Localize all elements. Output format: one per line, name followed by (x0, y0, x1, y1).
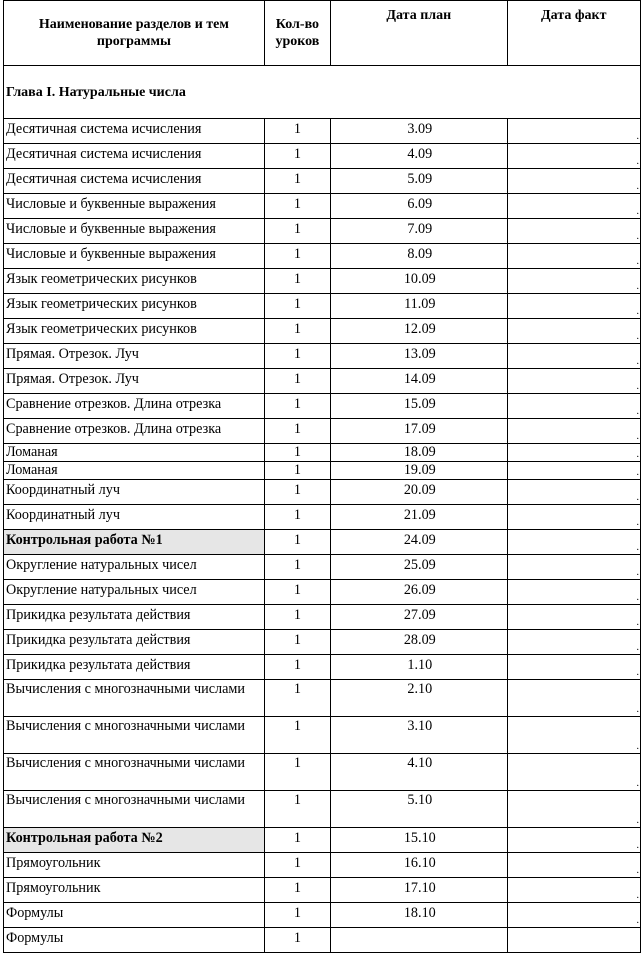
row-count: 1 (264, 480, 330, 505)
row-count: 1 (264, 169, 330, 194)
row-plan-date: 2.10 (331, 680, 508, 717)
chapter-title-text: Глава I. Натуральные числа (6, 84, 186, 100)
row-marker: . (636, 642, 639, 653)
row-name: Прямая. Отрезок. Луч (4, 344, 265, 369)
table-row (4, 419, 641, 444)
table-row (4, 580, 641, 605)
row-fact-date (507, 419, 640, 444)
row-name: Формулы (4, 928, 265, 953)
row-name: Вычисления с многозначными числами (4, 680, 265, 717)
table-row (4, 605, 641, 630)
row-plan-date: 7.09 (331, 219, 508, 244)
table-row (4, 219, 641, 244)
table-row (4, 555, 641, 580)
row-count: 1 (264, 462, 330, 480)
row-marker: . (636, 406, 639, 417)
row-marker: . (636, 667, 639, 678)
table-row (4, 169, 641, 194)
row-count: 1 (264, 630, 330, 655)
row-name: Десятичная система исчисления (4, 169, 265, 194)
row-name: Контрольная работа №2 (4, 828, 265, 853)
table-row (4, 462, 641, 480)
row-plan-date: 21.09 (331, 505, 508, 530)
row-plan-date: 15.10 (331, 828, 508, 853)
row-count: 1 (264, 828, 330, 853)
row-fact-date (507, 605, 640, 630)
row-plan-date: 18.10 (331, 903, 508, 928)
row-plan-date: 27.09 (331, 605, 508, 630)
row-plan-date: 3.10 (331, 717, 508, 754)
row-fact-date (507, 294, 640, 319)
row-marker: . (636, 704, 639, 715)
table-row (4, 878, 641, 903)
row-fact-date (507, 462, 640, 480)
row-marker: . (636, 449, 639, 460)
row-name: Десятичная система исчисления (4, 144, 265, 169)
row-name: Формулы (4, 903, 265, 928)
row-fact-date (507, 630, 640, 655)
row-fact-date (507, 555, 640, 580)
row-name: Вычисления с многозначными числами (4, 717, 265, 754)
row-fact-date (507, 853, 640, 878)
row-plan-date: 5.09 (331, 169, 508, 194)
row-marker: . (636, 206, 639, 217)
row-plan-date: 5.10 (331, 791, 508, 828)
row-plan-date: 10.09 (331, 269, 508, 294)
row-plan-date: 18.09 (331, 444, 508, 462)
header-fact: Дата факт (507, 1, 640, 66)
row-count: 1 (264, 244, 330, 269)
row-fact-date (507, 655, 640, 680)
row-marker: . (636, 592, 639, 603)
row-plan-date: 13.09 (331, 344, 508, 369)
row-plan-date: 11.09 (331, 294, 508, 319)
row-plan-date: 1.10 (331, 655, 508, 680)
row-fact-date (507, 530, 640, 555)
row-count: 1 (264, 319, 330, 344)
row-fact-date (507, 319, 640, 344)
row-name: Прикидка результата действия (4, 605, 265, 630)
row-count: 1 (264, 903, 330, 928)
row-plan-date: 14.09 (331, 369, 508, 394)
table-row (4, 369, 641, 394)
header-plan: Дата план (331, 1, 508, 66)
row-count: 1 (264, 344, 330, 369)
header-name: Наименование разделов и тем программы (4, 1, 265, 66)
table-row (4, 903, 641, 928)
row-count: 1 (264, 680, 330, 717)
row-count: 1 (264, 394, 330, 419)
row-name: Десятичная система исчисления (4, 119, 265, 144)
table-row (4, 630, 641, 655)
row-name: Координатный луч (4, 480, 265, 505)
table-row (4, 530, 641, 555)
header-count: Кол-во уроков (264, 1, 330, 66)
row-fact-date (507, 194, 640, 219)
table-row (4, 394, 641, 419)
row-count: 1 (264, 853, 330, 878)
row-fact-date (507, 369, 640, 394)
row-marker: . (636, 281, 639, 292)
table-row (4, 194, 641, 219)
row-name: Контрольная работа №1 (4, 530, 265, 555)
row-name: Прямоугольник (4, 878, 265, 903)
row-count: 1 (264, 717, 330, 754)
row-fact-date (507, 878, 640, 903)
row-count: 1 (264, 655, 330, 680)
row-marker: . (636, 331, 639, 342)
row-name: Числовые и буквенные выражения (4, 244, 265, 269)
row-fact-date (507, 344, 640, 369)
row-marker: . (636, 356, 639, 367)
row-name: Координатный луч (4, 505, 265, 530)
row-fact-date (507, 219, 640, 244)
row-marker: . (636, 741, 639, 752)
row-fact-date (507, 244, 640, 269)
table-row (4, 119, 641, 144)
row-plan-date: 17.09 (331, 419, 508, 444)
row-fact-date (507, 119, 640, 144)
chapter-row (4, 66, 641, 119)
row-marker: . (636, 915, 639, 926)
table-row (4, 853, 641, 878)
row-name: Язык геометрических рисунков (4, 269, 265, 294)
row-fact-date (507, 717, 640, 754)
table-row (4, 344, 641, 369)
row-count: 1 (264, 219, 330, 244)
table-row (4, 319, 641, 344)
row-fact-date (507, 680, 640, 717)
row-fact-date (507, 444, 640, 462)
row-name: Вычисления с многозначными числами (4, 754, 265, 791)
row-name: Сравнение отрезков. Длина отрезка (4, 394, 265, 419)
row-marker: . (636, 517, 639, 528)
row-plan-date (331, 928, 508, 953)
program-table (3, 0, 641, 953)
row-plan-date: 16.10 (331, 853, 508, 878)
row-plan-date: 17.10 (331, 878, 508, 903)
row-count: 1 (264, 530, 330, 555)
row-plan-date: 24.09 (331, 530, 508, 555)
row-name: Прикидка результата действия (4, 630, 265, 655)
row-marker: . (636, 156, 639, 167)
row-marker: . (636, 256, 639, 267)
row-marker: . (636, 306, 639, 317)
row-name: Прямая. Отрезок. Луч (4, 369, 265, 394)
row-marker: . (636, 890, 639, 901)
row-marker: . (636, 840, 639, 851)
row-count: 1 (264, 555, 330, 580)
row-fact-date (507, 144, 640, 169)
row-plan-date: 15.09 (331, 394, 508, 419)
row-marker: . (636, 431, 639, 442)
table-row (4, 791, 641, 828)
table-row (4, 505, 641, 530)
row-count: 1 (264, 878, 330, 903)
row-marker: . (636, 467, 639, 478)
table-row (4, 754, 641, 791)
row-plan-date: 28.09 (331, 630, 508, 655)
row-count: 1 (264, 754, 330, 791)
row-fact-date (507, 269, 640, 294)
chapter-title (4, 66, 641, 119)
row-marker: . (636, 492, 639, 503)
row-fact-date (507, 394, 640, 419)
row-marker: . (636, 778, 639, 789)
row-plan-date: 4.09 (331, 144, 508, 169)
row-marker: . (636, 617, 639, 628)
row-name: Ломаная (4, 444, 265, 462)
row-count: 1 (264, 444, 330, 462)
row-count: 1 (264, 419, 330, 444)
row-marker: . (636, 131, 639, 142)
table-row (4, 680, 641, 717)
row-name: Сравнение отрезков. Длина отрезка (4, 419, 265, 444)
row-count: 1 (264, 791, 330, 828)
row-count: 1 (264, 369, 330, 394)
row-plan-date: 6.09 (331, 194, 508, 219)
row-name: Язык геометрических рисунков (4, 319, 265, 344)
row-plan-date: 4.10 (331, 754, 508, 791)
row-fact-date (507, 580, 640, 605)
row-fact-date (507, 928, 640, 953)
row-name: Числовые и буквенные выражения (4, 194, 265, 219)
row-marker: . (636, 865, 639, 876)
table-header-row (4, 1, 641, 66)
table-row (4, 444, 641, 462)
row-marker: . (636, 567, 639, 578)
table-row (4, 294, 641, 319)
row-fact-date (507, 480, 640, 505)
row-plan-date: 19.09 (331, 462, 508, 480)
table-row (4, 828, 641, 853)
row-fact-date (507, 505, 640, 530)
row-count: 1 (264, 294, 330, 319)
row-count: 1 (264, 119, 330, 144)
row-plan-date: 3.09 (331, 119, 508, 144)
table-row (4, 717, 641, 754)
row-count: 1 (264, 194, 330, 219)
row-count: 1 (264, 269, 330, 294)
row-plan-date: 26.09 (331, 580, 508, 605)
row-name: Вычисления с многозначными числами (4, 791, 265, 828)
row-marker: . (636, 231, 639, 242)
row-count: 1 (264, 144, 330, 169)
row-name: Округление натуральных чисел (4, 555, 265, 580)
row-name: Округление натуральных чисел (4, 580, 265, 605)
row-marker: . (636, 815, 639, 826)
row-name: Прямоугольник (4, 853, 265, 878)
row-plan-date: 8.09 (331, 244, 508, 269)
row-name: Прикидка результата действия (4, 655, 265, 680)
row-name: Числовые и буквенные выражения (4, 219, 265, 244)
row-fact-date (507, 169, 640, 194)
row-marker: . (636, 542, 639, 553)
table-row (4, 928, 641, 953)
table-row (4, 244, 641, 269)
row-plan-date: 20.09 (331, 480, 508, 505)
row-name: Язык геометрических рисунков (4, 294, 265, 319)
table-row (4, 655, 641, 680)
table-row (4, 144, 641, 169)
row-count: 1 (264, 605, 330, 630)
row-count: 1 (264, 505, 330, 530)
row-fact-date (507, 828, 640, 853)
table-row (4, 480, 641, 505)
row-fact-date (507, 791, 640, 828)
row-plan-date: 25.09 (331, 555, 508, 580)
row-fact-date (507, 754, 640, 791)
table-row (4, 269, 641, 294)
row-plan-date: 12.09 (331, 319, 508, 344)
row-count: 1 (264, 580, 330, 605)
row-name: Ломаная (4, 462, 265, 480)
row-marker: . (636, 381, 639, 392)
row-marker: . (636, 181, 639, 192)
row-fact-date (507, 903, 640, 928)
row-count: 1 (264, 928, 330, 953)
